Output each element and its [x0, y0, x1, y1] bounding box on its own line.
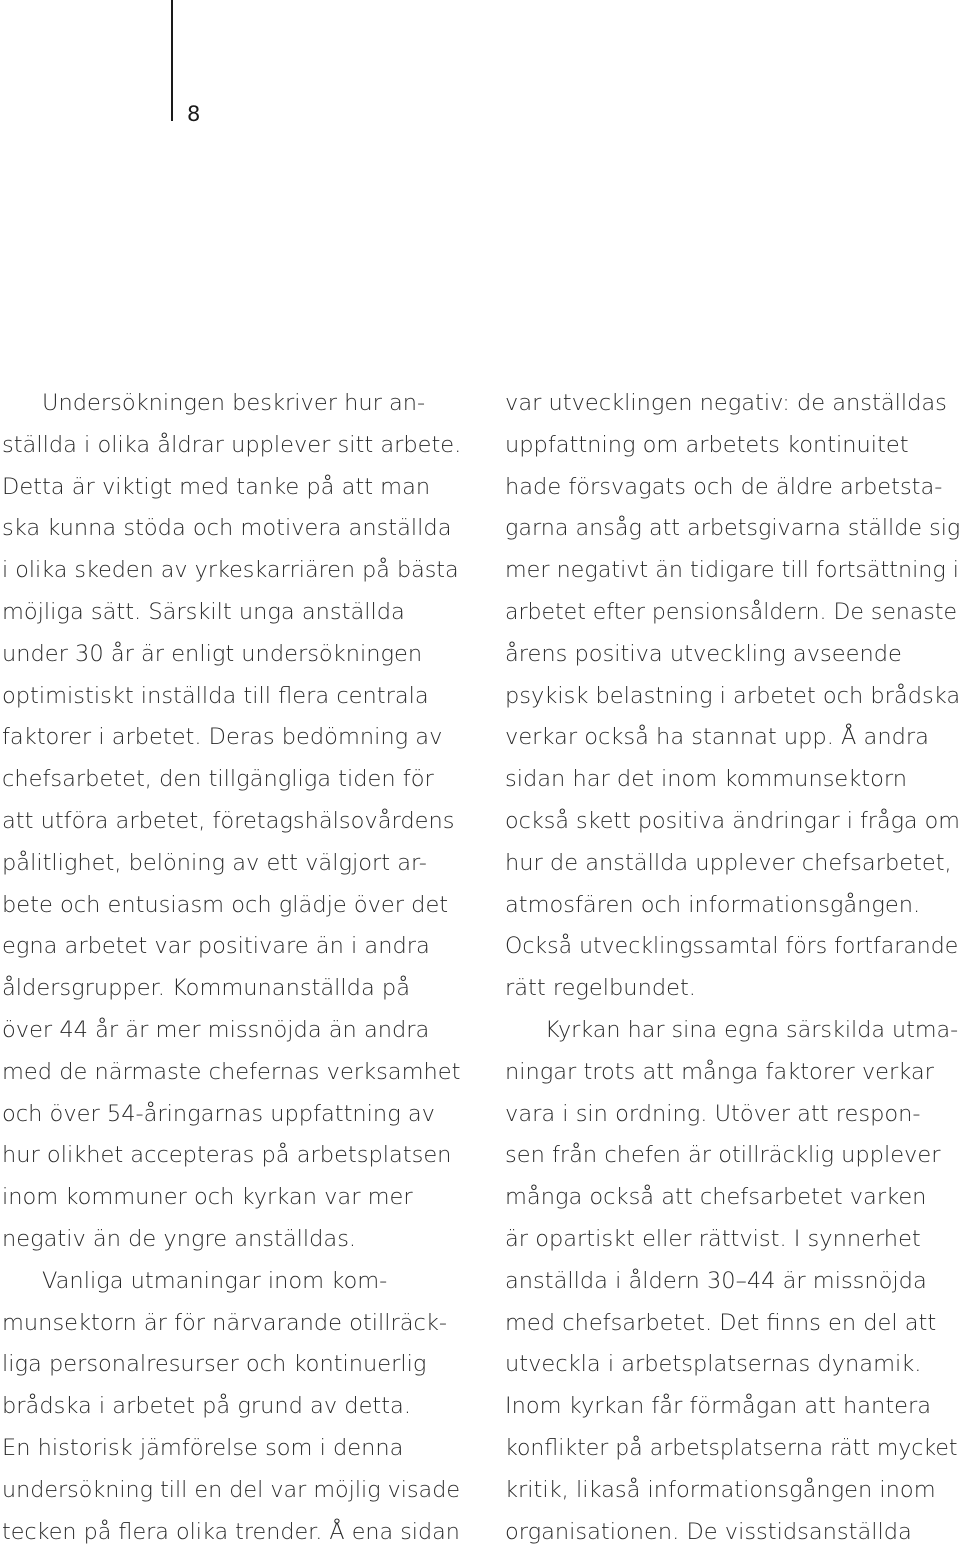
- text-line: Kyrkan har sina egna särskilda utma-: [545, 1016, 959, 1043]
- text-line: också skett positiva ändringar i fråga om: [505, 807, 960, 834]
- text-line: En historisk jämförelse som i denna: [2, 1434, 404, 1461]
- text-line: utveckla i arbetsplatsernas dynamik.: [505, 1351, 922, 1378]
- text-line: negativ än de yngre anställdas.: [2, 1225, 357, 1252]
- text-line: många också att chefsarbetet varken: [505, 1184, 927, 1211]
- text-line: munsektorn är för närvarande otillräck-: [2, 1309, 448, 1336]
- text-line: åldersgrupper. Kommunanställda på: [2, 975, 410, 1002]
- text-line: rätt regelbundet.: [505, 975, 696, 1002]
- text-line: ställda i olika åldrar upplever sitt arbete.: [2, 431, 462, 458]
- text-line: inom kommuner och kyrkan var mer: [2, 1184, 413, 1211]
- text-line: i olika skeden av yrkeskarriären på bästa: [2, 557, 459, 584]
- text-line: konflikter på arbetsplatserna rätt mycket: [505, 1435, 958, 1461]
- text-line: chefsarbetet, den tillgängliga tiden för: [2, 766, 434, 793]
- text-line: årens positiva utveckling avseende: [505, 640, 902, 667]
- text-line: möjliga sätt. Särskilt unga anställda: [2, 598, 405, 625]
- text-line: ska kunna stöda och motivera anställda: [2, 515, 452, 542]
- text-line: hade försvagats och de äldre arbetsta-: [505, 473, 943, 500]
- text-line: sidan har det inom kommunsektorn: [505, 766, 908, 793]
- text-line: Också utvecklingssamtal förs fortfarande: [505, 934, 959, 960]
- text-line: garna ansåg att arbetsgivarna ställde sig: [505, 515, 960, 542]
- text-line: Inom kyrkan får förmågan att hantera: [505, 1393, 932, 1420]
- text-line: liga personalresurser och kontinuerlig: [2, 1351, 427, 1378]
- text-line: att utföra arbetet, företagshälsovårdens: [2, 807, 455, 834]
- text-line: hur de anställda upplever chefsarbetet,: [505, 849, 952, 876]
- text-line: faktorer i arbetet. Deras bedömning av: [2, 724, 443, 751]
- left-text-column: [2, 383, 462, 1553]
- text-line: under 30 år är enligt undersökningen: [2, 640, 423, 667]
- text-line: tecken på flera olika trender. Å ena sidan: [2, 1518, 460, 1545]
- text-line: undersökning till en del var möjlig visade: [2, 1476, 461, 1503]
- text-line: pålitlighet, belöning av ett välgjort ar-: [2, 849, 427, 876]
- text-line: uppfattning om arbetets kontinuitet: [505, 431, 909, 458]
- text-line: mer negativt än tidigare till fortsättning i: [505, 557, 959, 584]
- text-line: och över 54-åringarnas uppfattning av: [2, 1100, 435, 1127]
- text-line: verkar också ha stannat upp. Å andra: [505, 724, 929, 751]
- text-line: sen från chefen är otillräcklig upplever: [505, 1142, 941, 1169]
- text-line: är opartiskt eller rättvist. I synnerhet: [505, 1225, 921, 1252]
- text-line: arbetet efter pensionsåldern. De senaste: [505, 599, 957, 625]
- text-line: psykisk belastning i arbetet och brådska: [505, 682, 960, 709]
- page-number: 8: [187, 102, 201, 126]
- text-line: var utvecklingen negativ: de anställdas: [505, 390, 947, 416]
- text-line: anställda i åldern 30–44 är missnöjda: [505, 1267, 927, 1294]
- text-line: brådska i arbetet på grund av detta.: [2, 1393, 411, 1420]
- text-line: vara i sin ordning. Utöver att respon-: [505, 1100, 921, 1127]
- text-line: Detta är viktigt med tanke på att man: [2, 473, 431, 500]
- text-line: med de närmaste chefernas verksamhet: [2, 1058, 461, 1085]
- text-line: Vanliga utmaningar inom kom-: [42, 1267, 388, 1294]
- text-line: ningar trots att många faktorer verkar: [505, 1058, 934, 1085]
- text-line: över 44 år är mer missnöjda än andra: [2, 1016, 430, 1043]
- text-line: organisationen. De visstidsanställda: [505, 1518, 912, 1545]
- right-text-column: [505, 383, 960, 1553]
- text-line: atmosfären och informationsgången.: [505, 891, 921, 918]
- text-line: hur olikhet accepteras på arbetsplatsen: [2, 1142, 452, 1169]
- text-line: egna arbetet var positivare än i andra: [2, 933, 430, 960]
- text-line: kritik, likaså informationsgången inom: [505, 1476, 936, 1503]
- text-line: optimistiskt inställda till flera centrala: [2, 682, 429, 709]
- text-line: med chefsarbetet. Det finns en del att: [505, 1309, 937, 1336]
- text-line: bete och entusiasm och glädje över det: [2, 891, 449, 918]
- text-line: Undersökningen beskriver hur an-: [42, 390, 426, 416]
- header-rule: [171, 0, 173, 121]
